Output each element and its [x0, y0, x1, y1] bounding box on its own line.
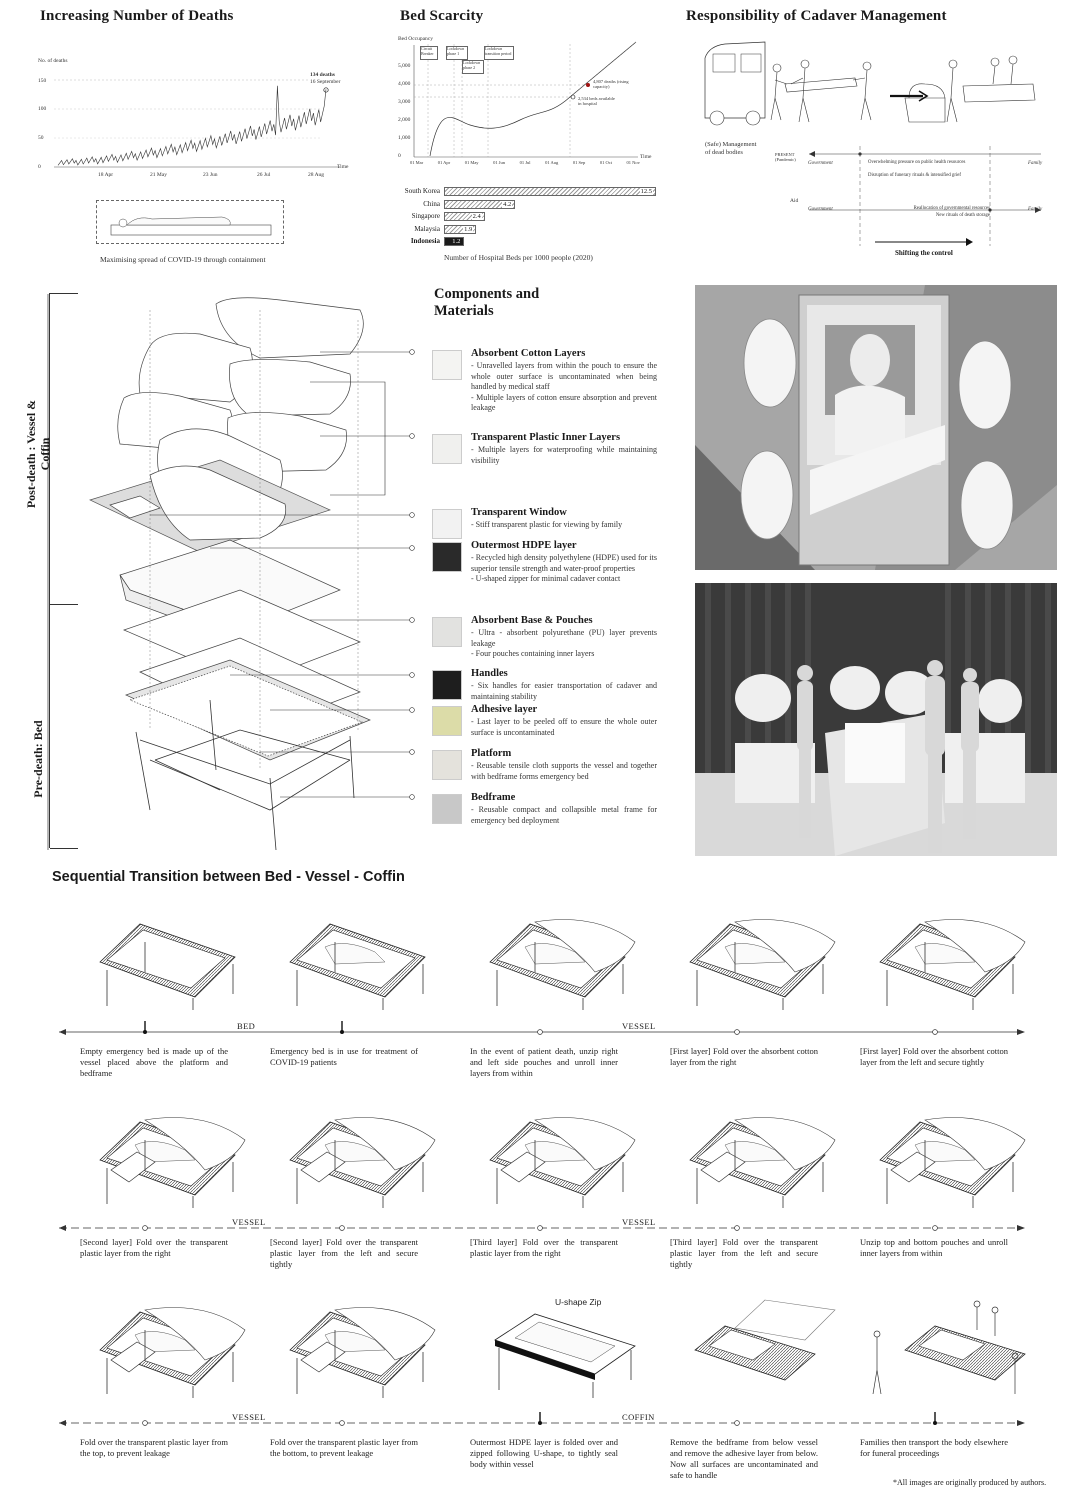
component-swatch	[432, 434, 462, 464]
hospital-beds-value: 1.2	[452, 238, 461, 245]
deaths-ylabel: No. of deaths	[38, 58, 68, 64]
beds-ylabel: Bed Occupancy	[398, 36, 433, 42]
side-label-pre: Pre-death: Bed	[31, 720, 45, 798]
transition-illustration	[675, 902, 845, 1012]
hospital-beds-row	[396, 224, 666, 235]
stage-label: VESSEL	[618, 1021, 660, 1031]
hospital-beds-value: 1.9	[464, 225, 473, 233]
transition-caption: Remove the bedframe from below vessel and remove the adhesive layer from below. Now all surfaces are uncontaminated and safe to handle	[670, 1437, 818, 1480]
transition-illustration	[275, 902, 445, 1012]
hospital-beds-value: 2.4	[472, 213, 481, 220]
transition-caption: [First layer] Fold over the absorbent cotton layer from the right	[670, 1046, 818, 1067]
phase-box: Lockdown transition period	[484, 46, 514, 60]
hospital-beds-row	[396, 236, 666, 247]
transition-step	[85, 1100, 255, 1210]
transition-caption: [Third layer] Fold over the transparent plastic layer from the left and secure tightly	[670, 1237, 818, 1269]
transition-caption: [Third layer] Fold over the transparent plastic layer from the right	[470, 1237, 618, 1258]
deaths-ytick: 150	[38, 78, 47, 84]
components-title: Components and Materials	[434, 286, 540, 319]
component-title: Outermost HDPE layer	[471, 540, 577, 551]
phase-box: Lockdown phase 1	[446, 46, 468, 60]
beds-xticks: 01 Mar 01 Apr 01 May 01 Jun 01 Jul 01 Aug 01 Sep 01 Oct 01 Nov	[410, 160, 640, 165]
hospital-beds-row	[396, 211, 666, 222]
transition-caption: Emergency bed is in use for treatment of COVID-19 patients	[270, 1046, 418, 1067]
component-description: - Six handles for easier transportation of cadaver and maintaining stability	[471, 681, 657, 701]
component-swatch	[432, 350, 462, 380]
deaths-annotation-date: 16 September	[310, 79, 341, 85]
phase-box: Lockdown phase 2	[462, 60, 484, 74]
beds-ytick: 4,000	[398, 81, 411, 87]
component-description: - Stiff transparent plastic for viewing by family	[471, 520, 623, 529]
sequence-title: Sequential Transition between Bed - Vessel - Coffin	[52, 869, 405, 885]
component-description: - Reusable tensile cloth supports the vessel and together with bedframe forms emergency bed	[471, 761, 657, 781]
transition-illustration	[85, 902, 255, 1012]
deaths-chart	[50, 60, 350, 175]
component-description: - Unravelled layers from within the pouch to ensure the whole outer surface is uncontaminated when being handled by medical staff - Multiple layers of cotton ensure absorption and prevent leakage	[471, 361, 657, 412]
hospital-beds-bar	[444, 200, 515, 209]
deaths-xtick: 28 Aug	[308, 172, 325, 178]
transition-caption: Fold over the transparent plastic layer from the bottom, to prevent leakage	[270, 1437, 418, 1458]
stage-label: COFFIN	[618, 1412, 659, 1422]
row1-left: Government	[808, 161, 833, 166]
transition-step	[275, 1290, 445, 1400]
component-description: - Ultra - absorbent polyurethane (PU) layer prevents leakage - Four pouches containing inner layers	[471, 628, 657, 658]
beds-point-low-label: 2,534 beds available in hospital	[578, 96, 615, 106]
transition-caption: Fold over the transparent plastic layer from the top, to prevent leakage	[80, 1437, 228, 1458]
component-title: Bedframe	[471, 792, 516, 803]
row1-note1: Overwhelming pressure on public health resources	[868, 160, 966, 165]
deaths-ytick: 0	[38, 164, 41, 170]
stage-label: VESSEL	[228, 1217, 270, 1227]
transition-illustration	[475, 1100, 645, 1210]
stage-label: VESSEL	[618, 1217, 660, 1227]
transition-illustration	[865, 1290, 1035, 1400]
transition-caption: [Second layer] Fold over the transparent plastic layer from the left and secure tightly	[270, 1237, 418, 1269]
row1-right: Family	[1028, 161, 1043, 166]
transition-illustration	[865, 902, 1035, 1012]
containment-illustration	[96, 200, 284, 244]
hospital-beds-value: 12.5	[640, 188, 652, 195]
shift-label: Shifting the control	[895, 249, 953, 257]
transition-caption: Unzip top and bottom pouches and unroll inner layers from within	[860, 1237, 1008, 1258]
row2-right: Family	[1028, 207, 1043, 212]
component-swatch	[432, 706, 462, 736]
timeline	[55, 1020, 1035, 1044]
beds-xlabel: Time	[640, 154, 652, 160]
component-title: Transparent Plastic Inner Layers	[471, 432, 621, 443]
transition-illustration	[275, 1290, 445, 1400]
side-label-post: Post-death : Vessel & Coffin	[24, 399, 52, 509]
beds-ytick: 5,000	[398, 63, 411, 69]
transition-step	[865, 902, 1035, 1012]
transition-step	[675, 1100, 845, 1210]
beds-point-high-label: 4,807 deaths (rising capacity)	[593, 79, 629, 89]
component-title: Adhesive layer	[471, 704, 538, 715]
hospital-beds-country: China	[423, 199, 440, 208]
component-swatch	[432, 617, 462, 647]
containment-caption: Maximising spread of COVID-19 through containment	[100, 255, 266, 264]
row1-label: (Safe) Management of dead bodies	[705, 141, 757, 156]
responsibility-title: Responsibility of Cadaver Management	[686, 8, 947, 24]
deaths-ytick: 100	[38, 106, 47, 112]
transition-step	[85, 902, 255, 1012]
component-description: - Last layer to be peeled off to ensure the whole outer surface is uncontaminated	[471, 717, 657, 737]
zip-label: U-shape Zip	[555, 1297, 602, 1307]
transition-step	[275, 902, 445, 1012]
footnote: *All images are originally produced by authors.	[893, 1478, 1047, 1487]
transition-caption: Empty emergency bed is made up of the vessel placed above the platform and bedframe	[80, 1046, 228, 1078]
hospital-beds-row	[396, 186, 666, 197]
row2-left: Government	[808, 207, 833, 212]
stage-label: BED	[233, 1021, 259, 1031]
stage-label: VESSEL	[228, 1412, 270, 1422]
hospital-beds-chart	[396, 186, 666, 250]
timeline	[55, 1216, 1035, 1240]
hospital-beds-country: Singapore	[411, 212, 440, 220]
phase-box: Circuit Breaker	[420, 46, 438, 60]
deaths-xtick: 21 May	[150, 172, 167, 178]
hospital-beds-country: Indonesia	[410, 237, 440, 245]
hospital-beds-bar	[444, 187, 656, 196]
deaths-xtick: 26 Jul	[257, 172, 271, 178]
component-swatch	[432, 509, 462, 539]
transition-step	[85, 1290, 255, 1400]
transition-step	[675, 1290, 845, 1400]
component-description: - Recycled high density polyethylene (HDPE) used for its superior tensile strength and water-proof properties - U-shaped zipper for minimal cadaver contact	[471, 553, 657, 583]
row2-label: Aid	[790, 198, 799, 204]
component-title: Absorbent Cotton Layers	[471, 348, 586, 359]
transition-caption: Families then transport the body elsewhere for funeral proceedings	[860, 1437, 1008, 1458]
render-top-view	[695, 285, 1057, 570]
exploded-diagram	[80, 290, 420, 855]
hospital-beds-row	[396, 199, 666, 210]
beds-ytick: 1,000	[398, 135, 411, 141]
transition-illustration	[675, 1100, 845, 1210]
row2-note2: New rituals of death storage	[935, 213, 990, 218]
deaths-xlabel: Time	[337, 164, 349, 170]
component-title: Absorbent Base & Pouches	[471, 615, 593, 626]
transition-caption: [First layer] Fold over the absorbent cotton layer from the left and secure tightly	[860, 1046, 1008, 1067]
deaths-annotation-value: 134 deaths	[310, 72, 335, 78]
transition-step	[475, 902, 645, 1012]
components-list	[430, 340, 660, 840]
component-title: Transparent Window	[471, 507, 567, 518]
beds-point-high	[586, 83, 590, 87]
component-description: - Multiple layers for waterproofing while maintaining visibility	[471, 445, 657, 465]
hospital-beds-country: Malaysia	[414, 224, 440, 233]
component-swatch	[432, 750, 462, 780]
transition-illustration	[85, 1100, 255, 1210]
timeline	[55, 1411, 1035, 1435]
beds-ytick: 0	[398, 153, 401, 159]
transition-step	[675, 902, 845, 1012]
transition-illustration	[475, 902, 645, 1012]
transition-step	[275, 1100, 445, 1210]
component-swatch	[432, 542, 462, 572]
cadaver-management-illustration	[695, 38, 1045, 128]
transition-step	[475, 1100, 645, 1210]
render-funeral-view	[695, 583, 1057, 856]
component-title: Platform	[471, 748, 512, 759]
beds-ytick: 2,000	[398, 117, 411, 123]
beds-title: Bed Scarcity	[400, 8, 484, 24]
transition-step	[865, 1290, 1035, 1400]
hospital-beds-value: 4.2	[503, 200, 512, 208]
transition-caption: [Second layer] Fold over the transparent plastic layer from the right	[80, 1237, 228, 1258]
deaths-series-line	[58, 86, 326, 166]
deaths-title: Increasing Number of Deaths	[40, 8, 234, 24]
transition-illustration	[675, 1290, 845, 1400]
transition-step	[865, 1100, 1035, 1210]
hospital-beds-bar	[444, 225, 476, 234]
hospital-beds-bar	[444, 237, 464, 246]
component-swatch	[432, 794, 462, 824]
component-title: Handles	[471, 668, 508, 679]
component-description: - Reusable compact and collapsible metal frame for emergency bed deployment	[471, 805, 657, 825]
hospital-beds-caption: Number of Hospital Beds per 1000 people (2020)	[444, 253, 593, 262]
hospital-beds-bar	[444, 212, 485, 221]
hospital-beds-country: South Korea	[404, 187, 440, 195]
row1-tag: PRESENT (Pandemic)	[775, 152, 796, 162]
row2-note1: Reallocation of governmental resources	[913, 206, 990, 211]
transition-illustration	[865, 1100, 1035, 1210]
transition-illustration	[275, 1100, 445, 1210]
transition-illustration	[85, 1290, 255, 1400]
row1-note2: Disruption of funerary rituals & intensified grief	[868, 173, 961, 178]
beds-ytick: 3,000	[398, 99, 411, 105]
transition-caption: Outermost HDPE layer is folded over and zipped following U-shape, to tightly seal body within vessel	[470, 1437, 618, 1469]
deaths-xtick: 23 Jun	[203, 172, 218, 178]
component-swatch	[432, 670, 462, 700]
transition-caption: In the event of patient death, unzip right and left side pouches and unroll inner layers from within	[470, 1046, 618, 1078]
deaths-ytick: 50	[38, 135, 44, 141]
deaths-xtick: 18 Apr	[98, 172, 114, 178]
